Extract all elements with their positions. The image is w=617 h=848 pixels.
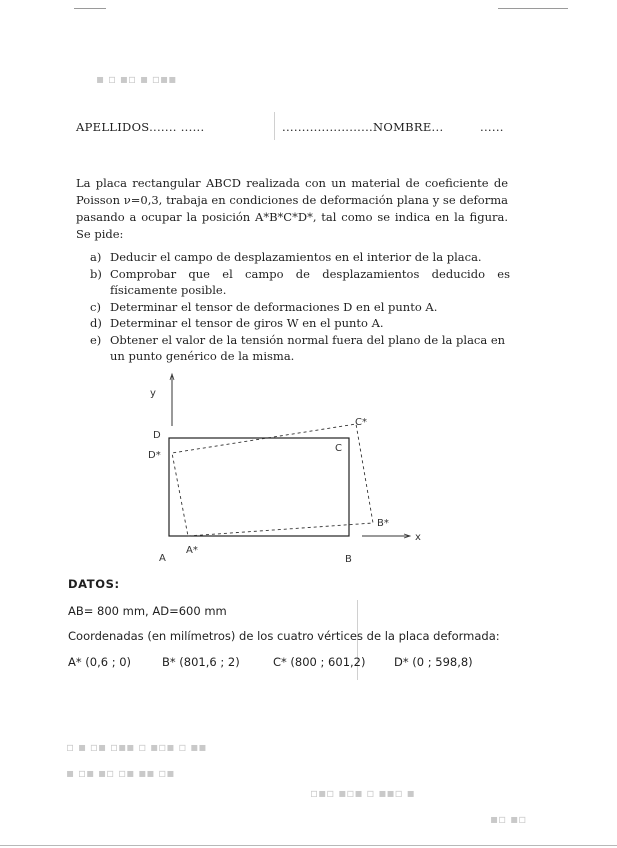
label-B-star: B* — [377, 518, 389, 529]
task-text: Obtener el valor de la tensión normal fuera del plano de la placa en un punto genérico de la misma. — [110, 332, 506, 363]
task-item — [90, 249, 510, 266]
task-item — [90, 315, 510, 332]
scan-mark-top-right — [498, 8, 568, 9]
task-label: d) — [90, 316, 102, 330]
task-label: c) — [90, 299, 101, 314]
coord-a-star: A* (0,6 ; 0) — [68, 655, 132, 669]
task-item — [90, 299, 510, 316]
label-D: D — [153, 430, 161, 441]
label-A-star: A* — [186, 545, 198, 556]
fold-line — [274, 112, 275, 140]
nombre-field[interactable]: .......................NOMBRE... — [282, 120, 444, 134]
bleed-through-bottom-4: ▪▫ ▪▫ — [490, 812, 527, 826]
coord-b-star: B* (801,6 ; 2) — [162, 655, 240, 669]
original-plate — [169, 438, 349, 536]
bleed-through-bottom-2: ▪ ▫▪ ▪▫ ▫▪ ▪▪ ▫▪ — [66, 766, 175, 780]
task-label: a) — [90, 250, 102, 264]
bleed-through-bottom-1: ▫ ▪ ▫▪ ▫▪▪ ▫ ▪▫▪ ▫ ▪▪ — [66, 740, 207, 754]
task-item — [90, 266, 510, 299]
label-C: C — [335, 443, 342, 454]
problem-statement: La placa rectangular ABCD realizada con un material de coeficiente de Poisson ν=0,3, trabaja en condiciones de deformación plana y se deforma pasando a ocupar la posición A*B*C*D*, tal como se indica en la figura. Se pide: — [76, 176, 508, 241]
task-text: Determinar el tensor de deformaciones D en el punto A. — [110, 299, 438, 314]
task-list — [90, 249, 510, 365]
task-text: Deducir el campo de desplazamientos en el interior de la placa. — [110, 250, 482, 264]
scan-mark-bottom — [0, 845, 617, 846]
label-B: B — [345, 554, 352, 565]
bleed-through-top: ▪ ▫ ▪▫ ▪ ▫▪▪ — [96, 72, 177, 86]
x-axis-label: x — [415, 532, 421, 543]
deformed-plate — [172, 424, 373, 536]
datos-heading: DATOS: — [68, 577, 120, 591]
label-C-star: C* — [355, 417, 367, 428]
apellidos-field[interactable]: APELLIDOS....... ...... — [76, 120, 205, 134]
plate-deformation-figure — [0, 360, 617, 580]
header-trailing-dots: ...... — [480, 120, 504, 134]
label-D-star: D* — [148, 450, 161, 461]
y-axis-label: y — [150, 388, 156, 399]
coord-c-star: C* (800 ; 601,2) — [273, 655, 366, 669]
task-label: e) — [90, 332, 102, 347]
task-text: Determinar el tensor de giros W en el punto A. — [110, 316, 384, 330]
label-A: A — [159, 553, 166, 564]
task-label: b) — [90, 266, 102, 281]
coord-d-star: D* (0 ; 598,8) — [394, 655, 473, 669]
scan-mark-top-left — [74, 8, 106, 9]
task-text: Comprobar que el campo de desplazamientos deducido es físicamente posible. — [110, 266, 510, 297]
bleed-through-bottom-3: ▫▪▫ ▪▫▪ ▫ ▪▪▫ ▪ — [310, 786, 415, 800]
coords-intro: Coordenadas (en milímetros) de los cuatro vértices de la placa deformada: — [68, 629, 500, 643]
plate-dimensions: AB= 800 mm, AD=600 mm — [68, 604, 227, 618]
